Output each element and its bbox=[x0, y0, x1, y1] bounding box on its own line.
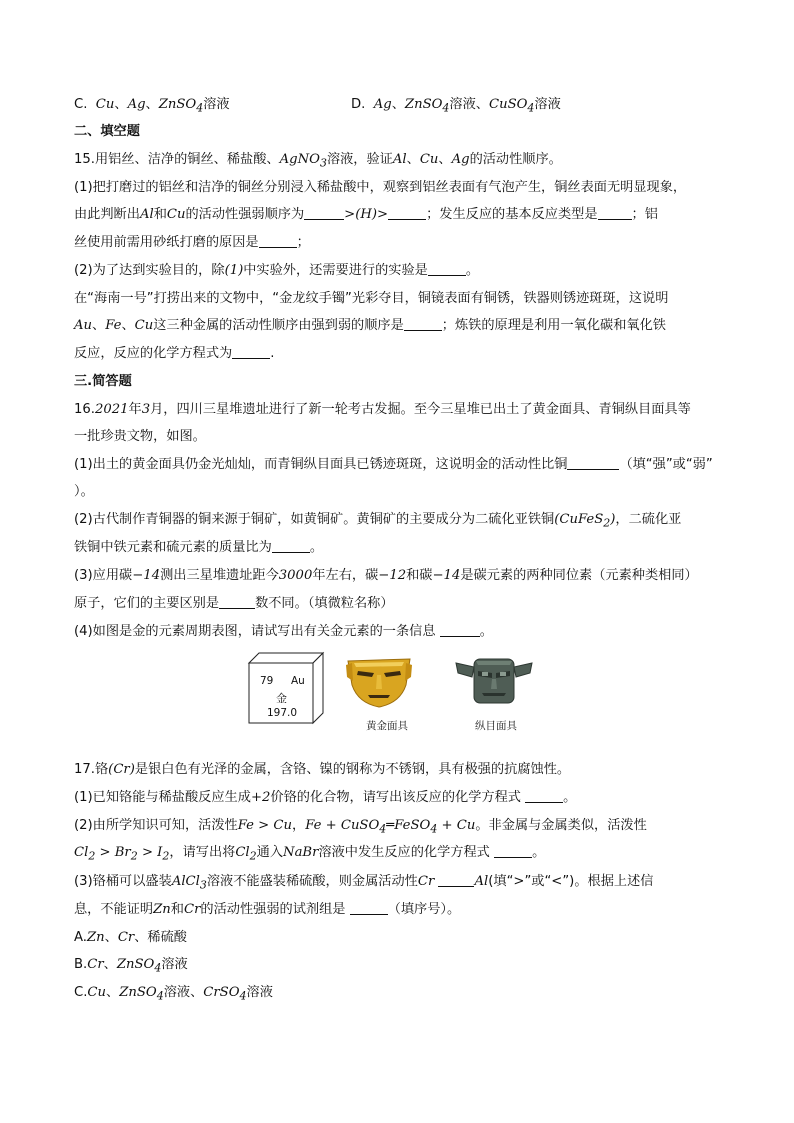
answer-blank[interactable] bbox=[438, 873, 474, 887]
answer-blank[interactable] bbox=[404, 317, 442, 331]
bronze-mask-image bbox=[452, 653, 536, 713]
answer-blank[interactable] bbox=[219, 595, 255, 609]
element-name: 金 bbox=[276, 692, 287, 705]
q17-option-c: C.Cu、ZnSO$_4$溶液、CrSO$_4$溶液 bbox=[74, 985, 273, 1003]
q17-option-a: A.Zn、Cr、稀硫酸 bbox=[74, 930, 187, 945]
q14-option-c: C. Cu、Ag、ZnSO$_4$溶液 bbox=[74, 97, 230, 115]
q15-part1-line2: 由此判断出Al和Cu的活动性强弱顺序为 >(H)> ；发生反应的基本反应类型是 ；铝 bbox=[74, 207, 658, 222]
q15-stem: 15.用铝丝、洁净的铜丝、稀盐酸、AgNO$_3$溶液，验证Al、Cu、Ag的活动性顺序。 bbox=[74, 152, 562, 170]
answer-blank[interactable] bbox=[567, 456, 619, 470]
q15-part1-line3: 丝使用前需用砂纸打磨的原因是 ； bbox=[74, 235, 310, 250]
answer-blank[interactable] bbox=[440, 623, 480, 637]
answer-blank[interactable] bbox=[388, 206, 426, 220]
section-title-fill-blank: 二、填空题 bbox=[74, 124, 140, 139]
answer-blank[interactable] bbox=[494, 844, 532, 858]
q16-part1-line1: (1)出土的黄金面具仍金光灿灿，而青铜纵目面具已锈迹斑斑，这说明金的活动性比铜 （填“强”或“弱” bbox=[74, 457, 713, 472]
element-atomic-mass: 197.0 bbox=[267, 707, 298, 719]
q16-part1-line2: ）。 bbox=[74, 484, 94, 499]
gold-mask-icon bbox=[344, 651, 414, 709]
gold-mask-image bbox=[344, 651, 414, 713]
q16-part3-line1: (3)应用碳−14测出三星堆遗址距今3000年左右，碳−12和碳−14是碳元素的两种同位素（元素种类相同） bbox=[74, 568, 698, 583]
q15-extra-line1: 在“海南一号”打捞出来的文物中，“金龙纹手镯”光彩夺目，铜镜表面有铜锈，铁器则锈迹斑斑，这说明 bbox=[74, 291, 669, 306]
q15-part1-line1: (1)把打磨过的铝丝和洁净的铜丝分别浸入稀盐酸中，观察到铝丝表面有气泡产生，铜丝表面无明显现象， bbox=[74, 180, 687, 195]
gold-mask-caption: 黄金面具 bbox=[366, 720, 408, 732]
q17-part1: (1)已知铬能与稀盐酸反应生成+2价铬的化合物，请写出该反应的化学方程式 。 bbox=[74, 790, 577, 805]
q16-part2-line2: 铁铜中铁元素和硫元素的质量比为 。 bbox=[74, 540, 323, 555]
q16-part4: (4)如图是金的元素周期表图，请试写出有关金元素的一条信息 。 bbox=[74, 624, 493, 639]
element-symbol: Au bbox=[291, 675, 305, 687]
answer-blank[interactable] bbox=[428, 262, 466, 276]
answer-blank[interactable] bbox=[259, 234, 297, 248]
bronze-mask-icon bbox=[452, 653, 536, 709]
answer-blank[interactable] bbox=[232, 345, 270, 359]
q17-part3-line1: (3)铬桶可以盛装AlCl$_3$溶液不能盛装稀硫酸，则金属活动性Cr Al(填“>”或“<”)。根据上述信 bbox=[74, 874, 654, 892]
gold-element-tile bbox=[247, 651, 325, 725]
q16-stem-line2: 一批珍贵文物，如图。 bbox=[74, 429, 206, 444]
q16-part2-line1: (2)古代制作青铜器的铜来源于铜矿，如黄铜矿。黄铜矿的主要成分为二硫化亚铁铜(CuFeS$_2$)，二硫化亚 bbox=[74, 512, 682, 530]
answer-blank[interactable] bbox=[272, 539, 310, 553]
element-atomic-number: 79 bbox=[260, 675, 274, 687]
q17-option-b: B.Cr、ZnSO$_4$溶液 bbox=[74, 957, 188, 975]
q17-part2-line1: (2)由所学知识可知，活泼性Fe > Cu，Fe + CuSO$_4$═FeSO$_4$ + Cu。非金属与金属类似，活泼性 bbox=[74, 818, 647, 836]
q16-part3-line2: 原子，它们的主要区别是 数不同。（填微粒名称） bbox=[74, 596, 394, 611]
q15-part2: (2)为了达到实验目的，除(1)中实验外，还需要进行的实验是 。 bbox=[74, 263, 480, 278]
q16-figure bbox=[247, 651, 547, 735]
answer-blank[interactable] bbox=[525, 789, 563, 803]
q15-extra-line3: 反应，反应的化学方程式为 . bbox=[74, 346, 275, 361]
q14-option-d: D. Ag、ZnSO$_4$溶液、CuSO$_4$溶液 bbox=[351, 97, 561, 115]
bronze-mask-caption: 纵目面具 bbox=[475, 720, 517, 732]
q15-extra-line2: Au、Fe、Cu这三种金属的活动性顺序由强到弱的顺序是 ；炼铁的原理是利用一氧化碳和氧化铁 bbox=[74, 318, 666, 333]
q17-stem: 17.铬(Cr)是银白色有光泽的金属，含铬、镍的钢称为不锈钢，具有极强的抗腐蚀性。 bbox=[74, 762, 571, 777]
answer-blank[interactable] bbox=[350, 901, 388, 915]
section-title-short-answer: 三.简答题 bbox=[74, 374, 132, 389]
q17-part3-line2: 息，不能证明Zn和Cr的活动性强弱的试剂组是 （填序号）。 bbox=[74, 902, 461, 917]
answer-blank[interactable] bbox=[598, 206, 632, 220]
answer-blank[interactable] bbox=[304, 206, 344, 220]
q17-part2-line2: $Cl_2 > Br_2 > I_2$，请写出将$Cl_2$通入NaBr溶液中发生反应的化学方程式 。 bbox=[74, 845, 546, 863]
q16-stem-line1: 16.2021年3月，四川三星堆遗址进行了新一轮考古发掘。至今三星堆已出土了黄金面具、青铜纵目面具等 bbox=[74, 402, 691, 417]
